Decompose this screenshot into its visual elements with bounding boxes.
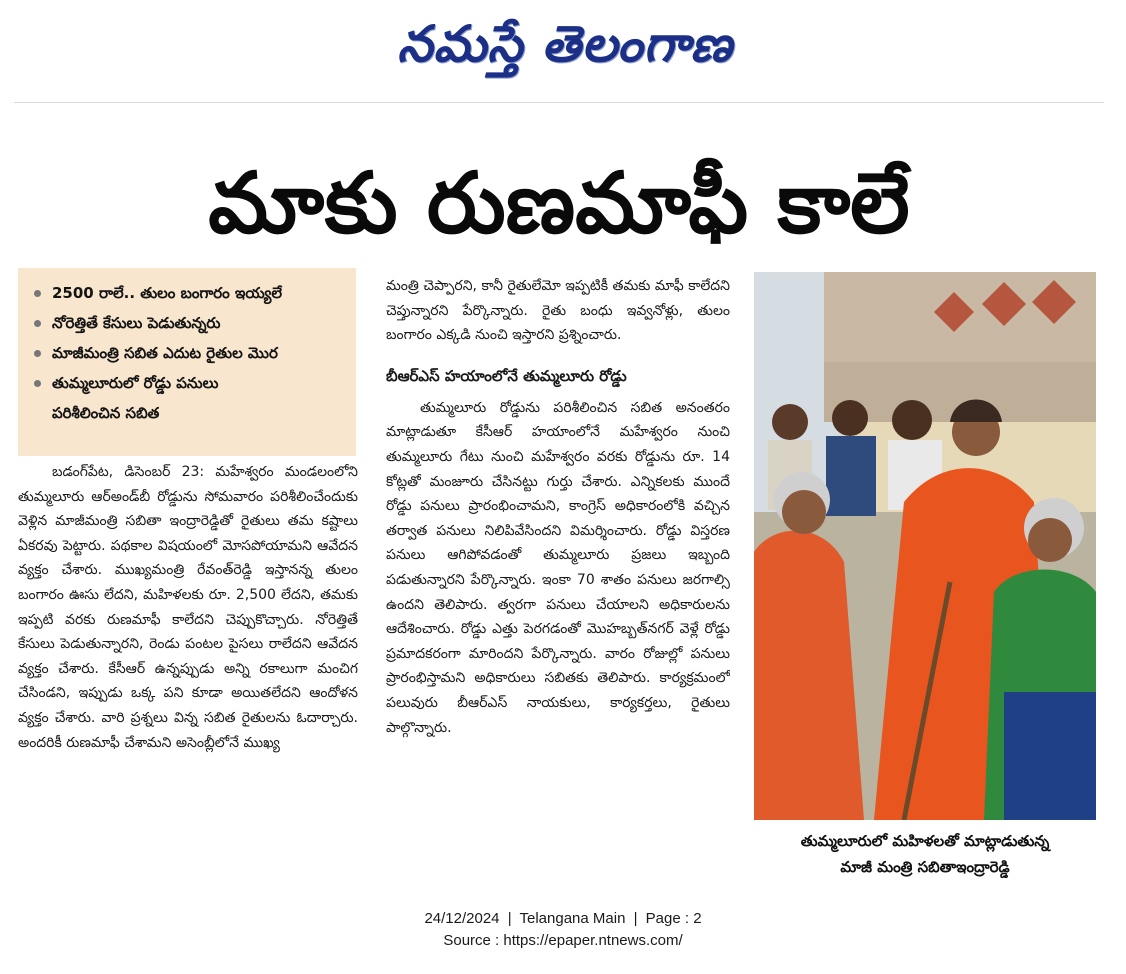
highlight-item	[28, 368, 346, 428]
footer-date: 24/12/2024	[424, 910, 500, 927]
article-column-2	[386, 274, 730, 894]
highlight-item	[28, 338, 346, 368]
footer-edition: Telangana Main	[519, 910, 626, 927]
footer-meta	[260, 908, 866, 930]
footer-separator: |	[633, 910, 638, 927]
highlight-text: మాజీమంత్రి సబిత ఎదుట రైతుల మొర	[52, 344, 278, 362]
article-column-1	[18, 460, 358, 900]
article-subheading: బీఆర్‌ఎస్ హయాంలోనే తుమ్మలూరు రోడ్డు	[386, 366, 627, 385]
highlight-text: నోరెత్తితే కేసులు పెడుతున్నరు	[52, 314, 221, 332]
article-paragraph: తుమ్మలూరు రోడ్డును పరిశీలించిన సబిత అనంతరం మాట్లాడుతూ కేసీఆర్ హయాంలోనే మహేశ్వరం నుంచి తుమ్మలూరు గేటు నుంచి మహేశ్వరం వరకు రోడ్డును రూ. 14 కోట్లతో మంజూరు చేసినట్టు గుర్తు చేశారు. ఎన్నికలకు ముందే రోడ్డు పనులు ప్రారంభించామని, కాంగ్రెస్ అధికారంలోకి వచ్చిన తర్వాత పనులు నిలిపివేసిందని విమర్శించారు. రోడ్డు విస్తరణ పనులు ఆగిపోవడంతో తుమ్మలూరు ప్రజలు ఇబ్బంది పడుతున్నారని పేర్కొన్నారు. ఇంకా 70 శాతం పనులు జరగాల్సి ఉందని తెలిపారు. త్వరగా పనులు చేయాలని అధికారులను ఆదేశించారు. రోడ్డు ఎత్తు పెరగడంతో మొహబ్బత్‌నగర్ వెళ్లే రోడ్డు ప్రమాదకరంగా మారిందని పేర్కొన్నారు. వారం రోజుల్లో పనులు ప్రారంభిస్తామని అధికారులు సబితకు తెలిపారు. కార్యక్రమంలో పలువురు బీఆర్‌ఎస్ నాయకులు, కార్యకర్తలు, రైతులు పాల్గొన్నారు.	[386, 399, 730, 736]
article-paragraph: బడంగ్‌పేట, డిసెంబర్ 23: మహేశ్వరం మండలంలోని తుమ్మలూరు ఆర్‌అండ్‌బీ రోడ్డును సోమవారం పరిశీలించేందుకు వెళ్లిన మాజీమంత్రి సబితా ఇంద్రారెడ్డితో రైతులు తమ కష్టాలు ఏకరవు పెట్టారు. పథకాల విషయంలో మోసపోయామని ఆవేదన వ్యక్తం చేశారు. ముఖ్యమంత్రి రేవంత్‌రెడ్డి ఇస్తానన్న తులం బంగారం ఊసు లేదని, మహిళలకు రూ. 2,500 లేదని, తమకు ఇప్పటి వరకు రుణమాఫీ కాలేదని చెప్పుకొచ్చారు. నోరెత్తితే కేసులు పెడుతున్నారని, రెండు పంటల పైసలు రాలేదని ఆవేదన వ్యక్తం చేశారు. కేసీఆర్ ఉన్నప్పుడు అన్ని రకాలుగా మంచిగ చేసిండని, ఇప్పుడు ఒక్క పని కూడా అయితలేదని ఆందోళన వ్యక్తం చేశారు. వారి ప్రశ్నలు విన్న సబిత రైతులను ఓదార్చారు. అందరికీ రుణమాఫీ చేశామని అసెంబ్లీలోనే ముఖ్య	[18, 464, 358, 751]
highlight-item	[28, 308, 346, 338]
newspaper-masthead: నమస్తే తెలంగాణ	[397, 15, 733, 73]
highlights-box	[18, 268, 356, 456]
bullet-icon	[34, 380, 41, 387]
highlight-item	[28, 278, 346, 308]
footer-separator: |	[507, 910, 512, 927]
article-headline: మాకు రుణమాఫీ కాలే	[208, 154, 910, 252]
article-paragraph: మంత్రి చెప్పారని, కానీ రైతులేమో ఇప్పటికీ తమకు మాఫీ కాలేదని చెప్తున్నారని పేర్కొన్నారు. రైతు బంధు ఇవ్వనోళ్లు, తులం బంగారం ఎక్కడి నుంచి ఇస్తారని ప్రశ్నించారు.	[386, 278, 730, 344]
highlight-text-continued: పరిశీలించిన సబిత	[52, 404, 160, 422]
footer-source: Source : https://epaper.ntnews.com/	[443, 932, 683, 949]
bullet-icon	[34, 320, 41, 327]
photo-illustration	[754, 272, 1096, 820]
photo-caption	[754, 828, 1096, 892]
highlight-text: తుమ్మలూరులో రోడ్డు పనులు	[52, 374, 219, 392]
header-divider	[14, 102, 1104, 103]
caption-line: తుమ్మలూరులో మహిళలతో మాట్లాడుతున్న	[800, 832, 1050, 850]
bullet-icon	[34, 350, 41, 357]
caption-line: మాజీ మంత్రి సబితాఇంద్రారెడ్డి	[840, 858, 1010, 876]
footer-page: Page : 2	[645, 910, 702, 927]
page-footer	[260, 908, 866, 958]
highlight-text: 2500 రాలే.. తులం బంగారం ఇయ్యలే	[52, 284, 282, 302]
news-photo	[754, 272, 1096, 820]
bullet-icon	[34, 290, 41, 297]
